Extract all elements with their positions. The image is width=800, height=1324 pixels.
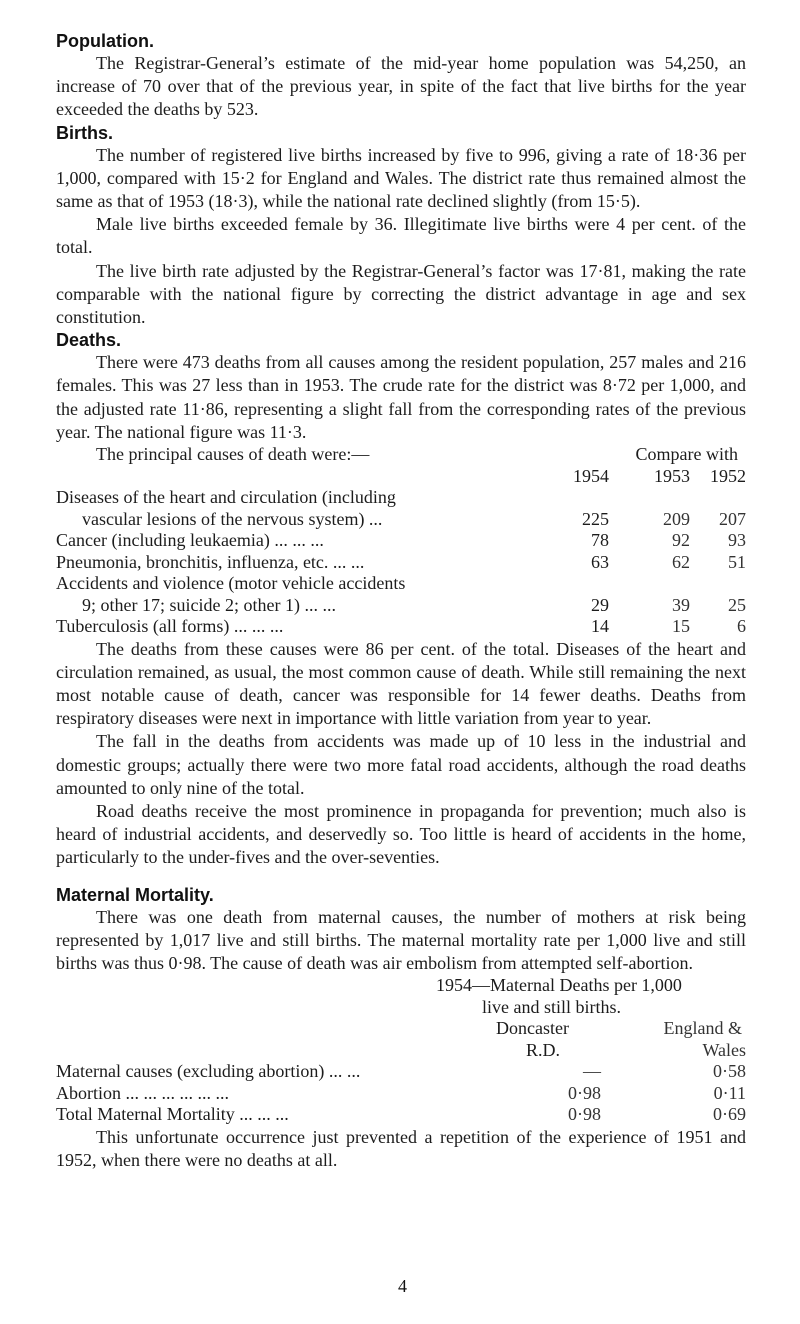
value-1954: 78 — [591, 530, 609, 551]
deaths-paragraph-4: Road deaths receive the most prominence in propaganda for prevention; much also is heard of industrial accidents, and deservedly so. Too little is heard of accidents in the home, particularly to the under-fives and the over-seventies. — [56, 800, 746, 868]
population-paragraph: The Registrar-General’s estimate of the mid-year home population was 54,250, an increase of 70 over that of the previous year, in spite of the fact that live births for the year exceeded the deaths by 523. — [56, 53, 746, 120]
value-1952: 25 — [728, 594, 746, 615]
maternal-mortality-heading: Maternal Mortality. — [56, 884, 214, 905]
value-1953: 92 — [672, 530, 690, 551]
row-label: 9; other 17; suicide 2; other 1) ... ... — [82, 594, 336, 615]
table-row — [56, 573, 746, 595]
column-header-1954: 1954 — [573, 465, 609, 486]
births-paragraph-1: The number of registered live births increased by five to 996, giving a rate of 18·36 per 1,000, compared with 15·2 for England and Wales. The district rate thus remained almost the same as that of 1953 (18·3), while the national rate declined slightly (from 15·5). — [56, 144, 746, 212]
table-row — [56, 595, 746, 617]
value-england: 0·11 — [713, 1082, 746, 1103]
value-1954: 29 — [591, 594, 609, 615]
table-row — [56, 552, 746, 574]
table-row — [56, 1104, 746, 1126]
value-1952: 93 — [728, 530, 746, 551]
maternal-paragraph-2: This unfortunate occurrence just prevented a repetition of the experience of 1951 and 1952, when there were no deaths at all. — [56, 1126, 746, 1170]
table-row — [56, 530, 746, 552]
value-1954: 225 — [582, 508, 609, 529]
births-paragraph-2: Male live births exceeded female by 36. Illegitimate live births were 4 per cent. of the total. — [56, 214, 746, 258]
value-1953: 15 — [672, 616, 690, 637]
row-label: Cancer (including leukaemia) ... ... ... — [56, 530, 324, 551]
row-label: Maternal causes (excluding abortion) ... ... — [56, 1061, 361, 1082]
row-label: Diseases of the heart and circulation (including — [56, 487, 396, 508]
value-doncaster: 0·98 — [568, 1104, 601, 1125]
table-row — [56, 616, 746, 638]
maternal-table-subtitle: live and still births. — [482, 996, 621, 1017]
document-page — [56, 30, 746, 1172]
value-england: 0·58 — [713, 1061, 746, 1082]
column-header-england-sub: Wales — [702, 1039, 746, 1060]
table-row — [56, 1083, 746, 1105]
column-header-england: England & — [663, 1018, 742, 1039]
row-label: Pneumonia, bronchitis, influenza, etc. ... ... — [56, 551, 365, 572]
value-1953: 62 — [672, 551, 690, 572]
table-row — [56, 1061, 746, 1083]
value-1954: 63 — [591, 551, 609, 572]
value-1954: 14 — [591, 616, 609, 637]
deaths-heading: Deaths. — [56, 330, 122, 351]
value-1953: 39 — [672, 594, 690, 615]
row-label: Abortion ... ... ... ... ... ... — [56, 1082, 229, 1103]
maternal-deaths-table — [56, 975, 746, 1126]
deaths-paragraph-2: The deaths from these causes were 86 per cent. of the total. Diseases of the heart and circulation remained, as usual, the most common cause of death. While still remaining the next most notable cause of death, cancer was responsible for 14 fewer deaths. Deaths from respiratory diseases were next in importance with little variation from year to year. — [56, 638, 746, 729]
column-header-doncaster-sub: R.D. — [526, 1039, 561, 1060]
page-number: 4 — [398, 1276, 407, 1296]
column-header-1953: 1953 — [654, 465, 690, 486]
value-1952: 6 — [737, 616, 746, 637]
maternal-table-title: 1954—Maternal Deaths per 1,000 — [436, 975, 682, 996]
value-doncaster: — — [583, 1061, 601, 1082]
births-paragraph-3: The live birth rate adjusted by the Registrar-General’s factor was 17·81, making the rate comparable with the national figure by correcting the district advantage in age and sex constitution. — [56, 260, 746, 328]
maternal-paragraph-1: There was one death from maternal causes, the number of mothers at risk being represented by 1,017 live and still births. The maternal mortality rate per 1,000 live and still births was thus 0·98. The cause of death was air embolism from attempted self-abortion. — [56, 906, 746, 973]
value-1952: 51 — [728, 551, 746, 572]
row-label: Tuberculosis (all forms) ... ... ... — [56, 616, 284, 637]
table-intro: The principal causes of death were:— — [96, 444, 370, 465]
compare-with-header: Compare with — [635, 444, 738, 465]
row-label: Total Maternal Mortality ... ... ... — [56, 1104, 289, 1125]
column-header-1952: 1952 — [710, 465, 746, 486]
row-label: vascular lesions of the nervous system) ... — [82, 508, 383, 529]
table-row — [56, 487, 746, 509]
value-1952: 207 — [719, 508, 746, 529]
value-england: 0·69 — [713, 1104, 746, 1125]
deaths-paragraph-3: The fall in the deaths from accidents was made up of 10 less in the industrial and domestic groups; actually there were two more fatal road accidents, although the road deaths amounted to only nine of the total. — [56, 731, 746, 798]
births-heading: Births. — [56, 122, 114, 143]
column-header-doncaster: Doncaster — [496, 1018, 569, 1039]
deaths-paragraph-1: There were 473 deaths from all causes among the resident population, 257 males and 216 females. This was 27 less than in 1953. The crude rate for the district was 8·72 per 1,000, and the adjusted rate 11·86, representing a slight fall from the corresponding rates of the previous year. The national figure was 11·3. — [56, 352, 746, 442]
value-1953: 209 — [663, 508, 690, 529]
value-doncaster: 0·98 — [568, 1082, 601, 1103]
row-label: Accidents and violence (motor vehicle accidents — [56, 573, 406, 594]
table-row — [56, 509, 746, 531]
population-heading: Population. — [56, 31, 154, 51]
causes-of-death-table — [56, 444, 746, 638]
